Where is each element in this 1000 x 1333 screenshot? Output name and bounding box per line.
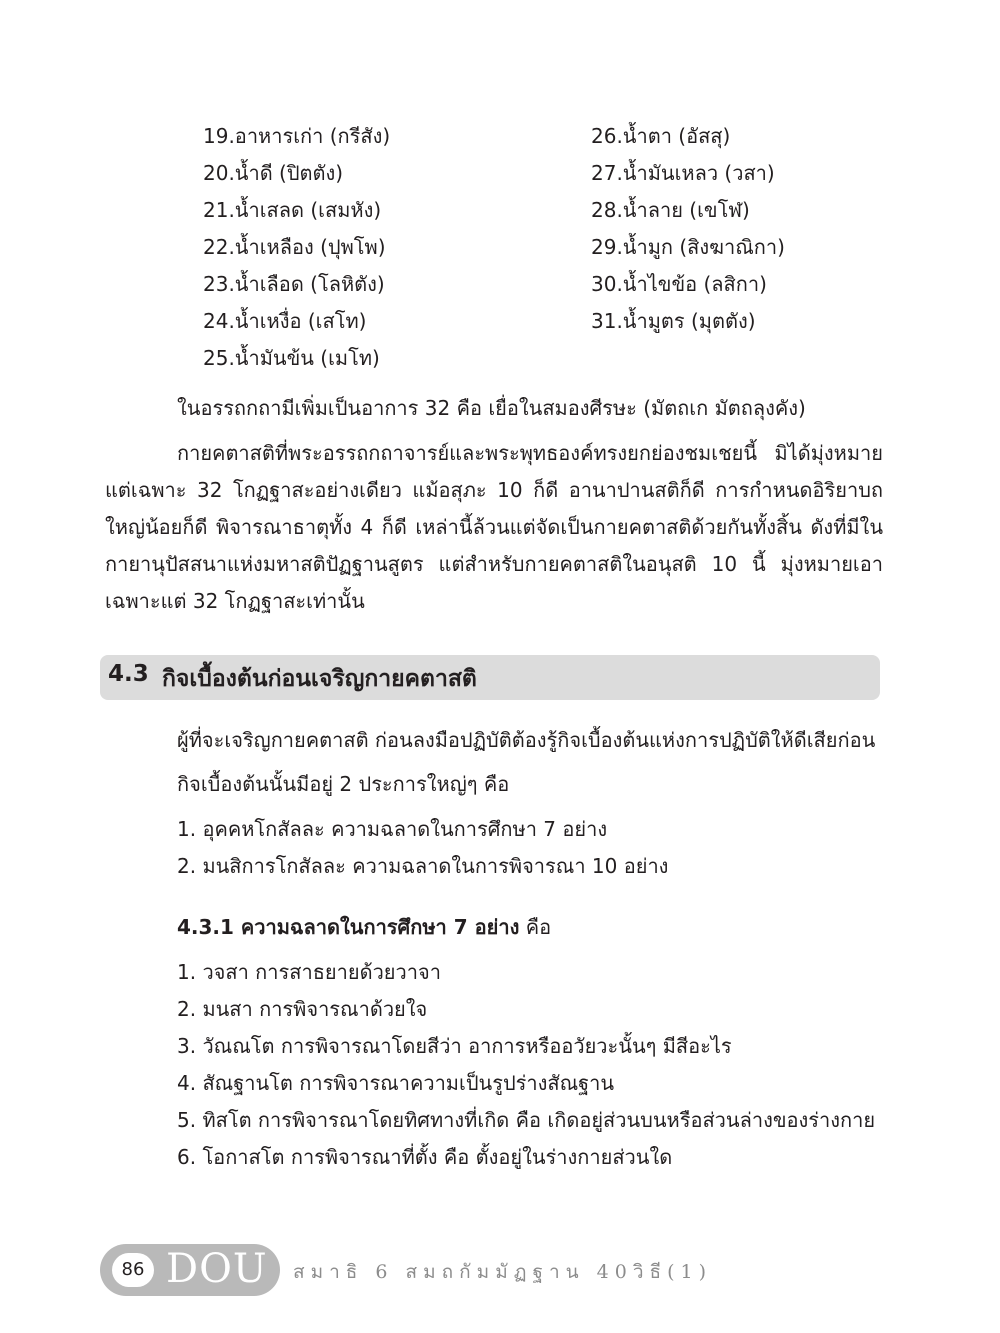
list-item: 24.น้ำเหงื่อ (เสโท) bbox=[203, 309, 367, 333]
body-list-right bbox=[591, 118, 785, 340]
section-title: กิจเบื้องต้นก่อนเจริญกายคตาสติ bbox=[162, 666, 477, 692]
list-item: 1. อุคคหโกสัลละ ความฉลาดในการศึกษา 7 อย่าง bbox=[177, 817, 608, 841]
brand-logo: DOU bbox=[166, 1246, 268, 1292]
sub-list bbox=[177, 954, 875, 1176]
section-heading bbox=[100, 655, 880, 700]
footer-badge bbox=[100, 1244, 280, 1296]
list-item: 1. วจสา การสาธยายด้วยวาจา bbox=[177, 960, 441, 984]
course-title: สมาธิ 6 สมถกัมมัฏฐาน 40วิธี(1) bbox=[293, 1261, 713, 1283]
paragraph-line: เฉพาะแต่ 32 โกฏฐาสะเท่านั้น bbox=[105, 589, 365, 613]
list-item: 20.น้ำดี (ปิตตัง) bbox=[203, 161, 344, 185]
main-list bbox=[177, 811, 668, 885]
list-item: 3. วัณณโต การพิจารณาโดยสีว่า อาการหรืออวัยวะนั้นๆ มีสีอะไร bbox=[177, 1034, 732, 1058]
list-item: 5. ทิสโต การพิจารณาโดยทิศทางที่เกิด คือ เกิดอยู่ส่วนบนหรือส่วนล่างของร่างกาย bbox=[177, 1108, 876, 1132]
section-intro bbox=[177, 718, 875, 806]
list-item: 26.น้ำตา (อัสสุ) bbox=[591, 124, 731, 148]
subsection-heading bbox=[177, 911, 551, 943]
paragraph-line: ใหญ่น้อยก็ดี พิจารณาธาตุทั้ง 4 ก็ดี เหล่านี้ล้วนแต่จัดเป็นกายคตาสติด้วยกันทั้งสิ้น ดังที่มีใน bbox=[105, 515, 883, 539]
list-item: 27.น้ำมันเหลว (วสา) bbox=[591, 161, 775, 185]
intro-line: ผู้ที่จะเจริญกายคตาสติ ก่อนลงมือปฏิบัติต้องรู้กิจเบื้องต้นแห่งการปฏิบัติให้ดีเสียก่อน bbox=[177, 728, 876, 752]
paragraph-line: แต่เฉพาะ 32 โกฏฐาสะอย่างเดียว แม้อสุภะ 10 ก็ดี อานาปานสติก็ดี การกำหนดอิริยาบถ bbox=[105, 478, 883, 502]
note-line: ในอรรถกถามีเพิ่มเป็นอาการ 32 คือ เยื่อในสมองศีรษะ (มัตถเก มัตถลุงคัง) bbox=[177, 396, 806, 420]
list-item: 19.อาหารเก่า (กรีสัง) bbox=[203, 124, 391, 148]
subsection-title: 4.3.1 ความฉลาดในการศึกษา 7 อย่าง bbox=[177, 915, 520, 939]
list-item: 28.น้ำลาย (เขโฬ) bbox=[591, 198, 750, 222]
list-item: 22.น้ำเหลือง (ปุพโพ) bbox=[203, 235, 386, 259]
paragraph-line: กายานุปัสสนาแห่งมหาสติปัฏฐานสูตร แต่สำหรับกายคตาสติในอนุสติ 10 นี้ มุ่งหมายเอา bbox=[105, 552, 883, 576]
list-item: 23.น้ำเลือด (โลหิตัง) bbox=[203, 272, 385, 296]
list-item: 31.น้ำมูตร (มุตตัง) bbox=[591, 309, 756, 333]
section-number: 4.3 bbox=[108, 661, 149, 687]
list-item: 25.น้ำมันข้น (เมโท) bbox=[203, 346, 380, 370]
list-item: 6. โอกาสโต การพิจารณาที่ตั้ง คือ ตั้งอยู่ในร่างกายส่วนใด bbox=[177, 1145, 673, 1169]
page-number: 86 bbox=[112, 1253, 154, 1287]
list-item: 29.น้ำมูก (สิงฆาณิกา) bbox=[591, 235, 785, 259]
body-list-left bbox=[203, 118, 390, 377]
subsection-tail: คือ bbox=[525, 915, 552, 939]
list-item: 30.น้ำไขข้อ (ลสิกา) bbox=[591, 272, 767, 296]
paragraph-line: กายคตาสติที่พระอรรถกถาจารย์และพระพุทธองค์ทรงยกย่องชมเชยนี้ มิได้มุ่งหมาย bbox=[177, 441, 883, 465]
list-item: 4. สัณฐานโต การพิจารณาความเป็นรูปร่างสัณฐาน bbox=[177, 1071, 615, 1095]
intro-line: กิจเบื้องต้นนั้นมีอยู่ 2 ประการใหญ่ๆ คือ bbox=[177, 772, 510, 796]
list-item: 2. มนสิการโกสัลละ ความฉลาดในการพิจารณา 10 อย่าง bbox=[177, 854, 669, 878]
list-item: 2. มนสา การพิจารณาด้วยใจ bbox=[177, 997, 428, 1021]
body-paragraph bbox=[105, 435, 883, 620]
list-item: 21.น้ำเสลด (เสมหัง) bbox=[203, 198, 382, 222]
